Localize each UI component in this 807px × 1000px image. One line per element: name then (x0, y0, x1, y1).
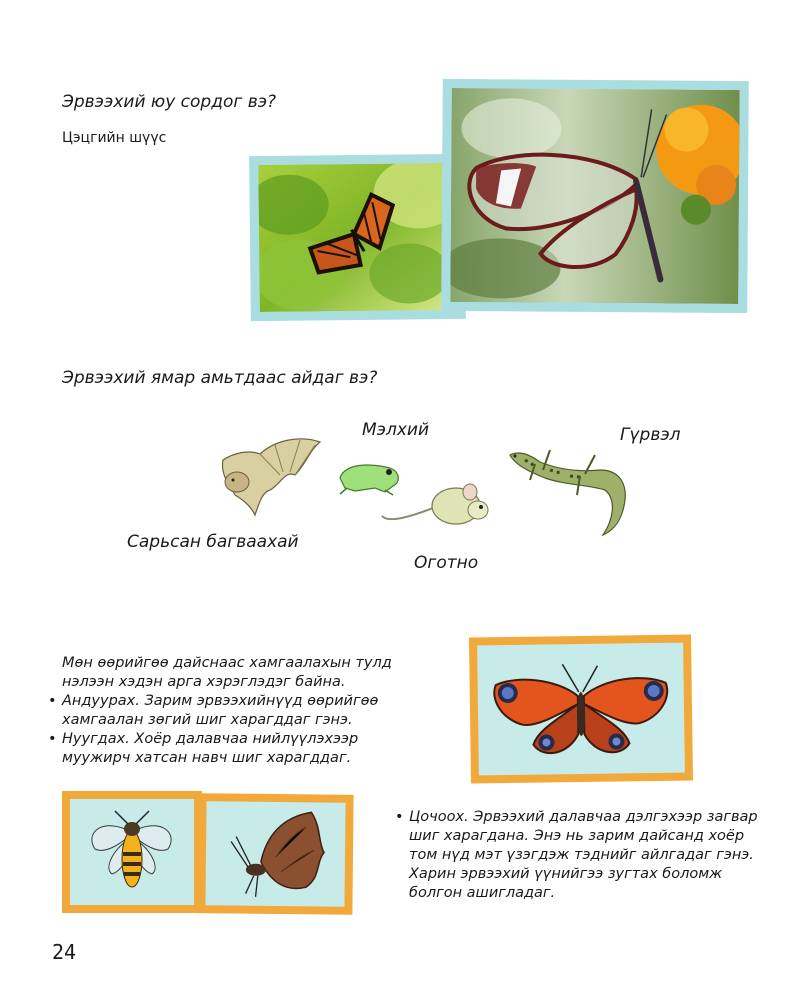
lizard-illustration (505, 440, 640, 540)
bullet-startle-line-5: болгон ашигладаг. (409, 885, 556, 901)
bullet-mimicry-line-2: хамгаалан зөгий шиг харагддаг гэнэ. (62, 712, 353, 728)
bat-illustration (205, 430, 325, 520)
bat-caption: Сарьсан багваахай (127, 532, 299, 552)
monarch-photo-frame (249, 154, 466, 321)
intro-line-2: нэлээн хэдэн арга хэрэглэдэг байна. (62, 674, 346, 690)
frog-caption: Мэлхий (362, 420, 430, 440)
bullet-mimicry-line-1: Андуурах. Зарим эрвээхийнүүд өөрийгөө (62, 693, 379, 709)
intro-text (62, 654, 392, 692)
bullet-hiding-line-2: муужирч хатсан навч шиг харагддаг. (62, 750, 352, 766)
bullet-dot: • (48, 693, 57, 709)
bullet-dot: • (395, 809, 404, 825)
comma-frame (197, 793, 353, 915)
bullet-startle-line-4: Харин эрвээхий үүнийгээ зугтах боломж (409, 866, 723, 882)
bullet-startle-line-1: Цочоох. Эрвээхий далавчаа дэлгэхээр загвар (409, 809, 758, 825)
bullet-startle-line-3: том нүд мэт үзэгдэж тэднийг айлгадаг гэнэ. (409, 847, 754, 863)
glasswing-photo-frame (441, 79, 749, 313)
bullet-startle (395, 808, 758, 903)
mouse-caption: Оготно (414, 553, 479, 573)
hornet-moth-illustration (70, 799, 194, 905)
bullet-hiding (48, 730, 378, 768)
page-number: 24 (52, 940, 77, 964)
section2-title: Эрвээхий ямар амьтдаас айдаг вэ? (62, 368, 378, 388)
peacock-frame (469, 634, 693, 783)
mouse-illustration (378, 478, 498, 533)
peacock-butterfly-illustration (477, 643, 685, 776)
monarch-butterfly-photo (258, 163, 457, 312)
bullet-mimicry (48, 692, 378, 730)
bullet-startle-line-2: шиг харагдана. Энэ нь зарим дайсанд хоёр (409, 828, 745, 844)
bullet-dot: • (48, 731, 57, 747)
section1-title: Эрвээхий юу сордог вэ? (62, 92, 277, 112)
hornet-moth-frame (62, 791, 202, 913)
bullet-list (48, 692, 378, 768)
lizard-caption: Гүрвэл (620, 425, 681, 445)
comma-butterfly-illustration (205, 801, 345, 906)
glasswing-butterfly-photo (450, 88, 739, 304)
section1-subtitle: Цэцгийн шүүс (62, 130, 167, 146)
intro-line-1: Мөн өөрийгөө дайснаас хамгаалахын тулд (62, 655, 392, 671)
bullet-hiding-line-1: Нуугдах. Хоёр далавчаа нийлүүлэхээр (62, 731, 359, 747)
bullet-list-right (395, 808, 758, 903)
